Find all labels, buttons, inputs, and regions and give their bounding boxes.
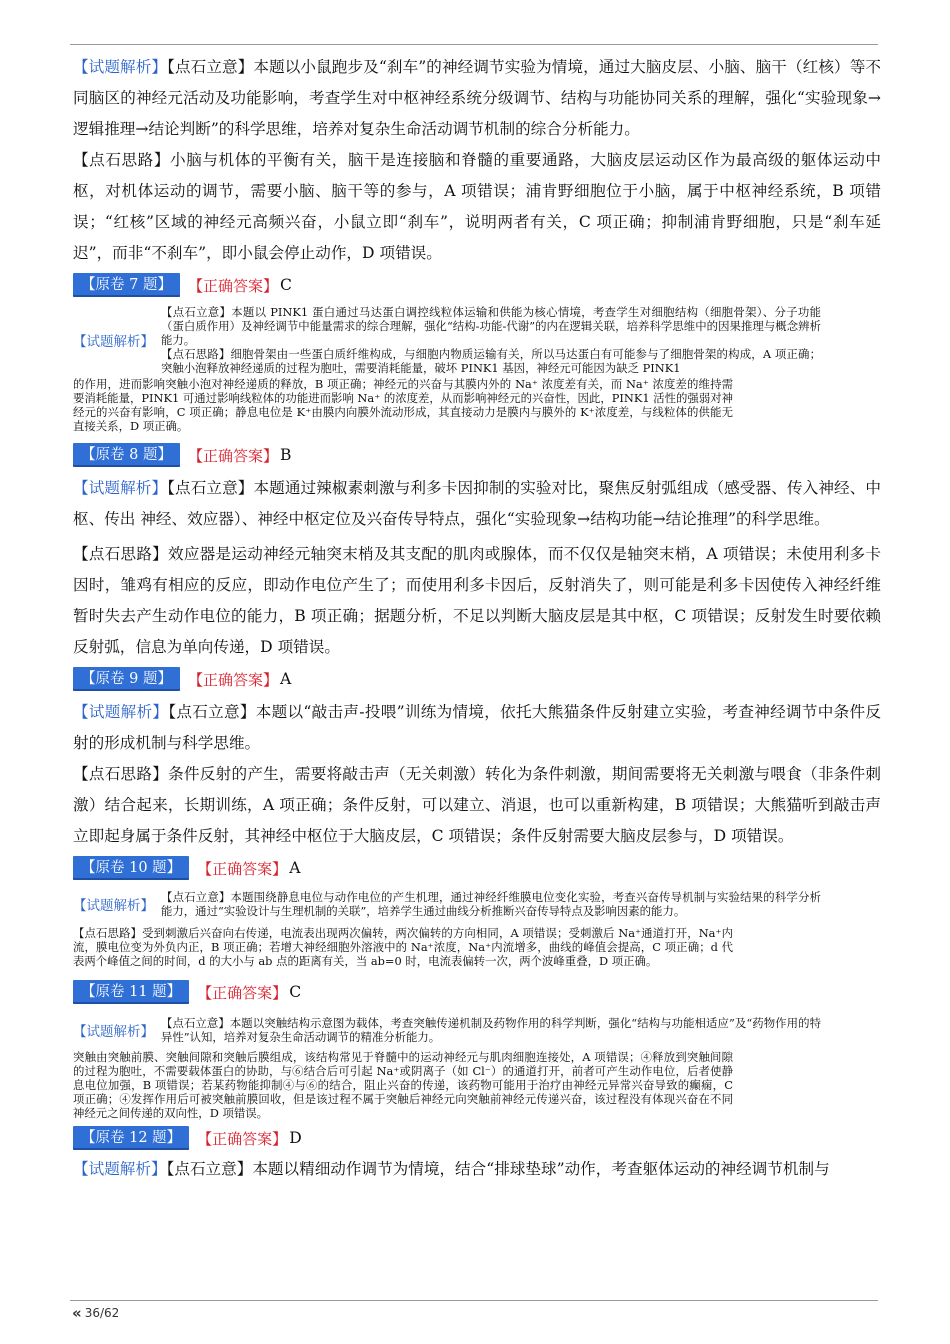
answer-tag: 【正确答案】 <box>187 446 278 465</box>
page-footer <box>72 1304 119 1322</box>
answer-tag: 【正确答案】 <box>197 859 288 878</box>
q8-standpoint: 【试题解析】【点石立意】本题通过辣椒素刺激与利多卡因抑制的实验对比，聚焦反射弧组成（感受器、传入神经、中枢、传出 神经、效应器）、神经中枢定位及兴奋传导特点，强化“实验现象→结构功能→结论推理”的科学思维。 <box>73 479 881 528</box>
analysis-tag: 【试题解析】 <box>73 58 168 76</box>
q7-analysis-body: 【点石立意】本题以 PINK1 蛋白通过马达蛋白调控线粒体运输和供能为核心情境，考查学生对细胞结构（细胞骨架）、分子功能（蛋白质作用）及神经调节中能量需求的综合理解，强化“结构-功能-代谢”的内在逻辑关联，培养科学思维中的因果推理与概念辨析能力。 【点石思路】细胞骨架由一些蛋白质纤维构成，与细胞内物质运输有关，所以马达蛋白有可能参与了细胞骨架的构成，A 项正确；突触小泡释放神经递质的过程为胞吐，需要消耗能量，破坏 PINK1 基因，神经元可能因为缺乏 PINK1 <box>161 305 821 375</box>
q8-label: 【原卷 8 题】 <box>73 443 180 467</box>
q11-label: 【原卷 11 题】 <box>73 980 189 1004</box>
analysis-tag: 【试题解析】 <box>73 703 169 721</box>
analysis-tag: 【试题解析】 <box>73 1024 154 1040</box>
q12-answer-row <box>73 1124 881 1152</box>
q12-standpoint: 【试题解析】【点石立意】本题以精细动作调节为情境，结合“排球垫球”动作，考查躯体运动的神经调节机制与 <box>73 1160 830 1178</box>
q10-approach: 【点石思路】受到刺激后兴奋向右传递，电流表出现两次偏转，两次偏转的方向相同，A 项错误；受刺激后 Na⁺通道打开，Na⁺内流，膜电位变为外负内正，B 项正确；若增大神经细胞外溶液中的 Na⁺浓度，Na⁺内流增多，曲线的峰值会提高，C 项正确；d 代表两个峰值之间的时间，d 的大小与 ab 点的距离有关，当 ab=0 时，电流表偏转一次，两个波峰重叠，D 项正确。 <box>73 926 733 968</box>
analysis-tag: 【试题解析】 <box>73 898 154 914</box>
analysis-tag: 【试题解析】 <box>73 1160 167 1178</box>
q11-answer: C <box>289 983 302 1001</box>
q10-analysis: 【试题解析】 【点石立意】本题围绕静息电位与动作电位的产生机理，通过神经纤维膜电位变化实验，考查兴奋传导机制与实验结果的科学分析能力，通过“实验设计与生理机制的关联”，培养学生通过曲线分析推断兴奋传导特点及影响因素的能力。 <box>73 890 821 918</box>
q9-answer-row <box>73 665 881 693</box>
q9-approach: 【点石思路】条件反射的产生，需要将敲击声（无关刺激）转化为条件刺激，期间需要将无关刺激与喂食（非条件刺激）结合起来，长期训练，A 项正确；条件反射，可以建立、消退，也可以重新构建，B 项错误；大熊猫听到敲击声立即起身属于条件反射，其神经中枢位于大脑皮层，C 项错误；条件反射需要大脑皮层参与，D 项错误。 <box>73 765 881 845</box>
q11-answer-row <box>73 978 881 1006</box>
q7-answer: C <box>279 276 292 294</box>
q8-approach: 【点石思路】效应器是运动神经元轴突末梢及其支配的肌肉或腺体，而不仅仅是轴突末梢，A 项错误；未使用利多卡因时，雏鸡有相应的反应，即动作电位产生了；而使用利多卡因后，反射消失了，则可能是利多卡因使传入神经纤维暂时失去产生动作电位的能力，B 项正确；据题分析，不足以判断大脑皮层是其中枢，C 项错误；反射发生时要依赖反射弧，信息为单向传递，D 项错误。 <box>73 545 881 656</box>
analysis-tag: 【试题解析】 <box>73 479 168 497</box>
q7-analysis <box>73 305 881 375</box>
q11-approach: 突触由突触前膜、突触间隙和突触后膜组成，该结构常见于脊髓中的运动神经元与肌肉细胞连接处，A 项错误；④释放到突触间隙的过程为胞吐，不需要载体蛋白的协助，与⑥结合后可引起 Na⁺或阴离子（如 Cl⁻）的通道打开，前者可产生动作电位，后者使静息电位加强，B 项错误；若某药物能抑制④与⑥的结合，阻止兴奋的传递，该药物可能用于治疗由神经元异常兴奋导致的癫痫，C 项正确；④发挥作用后可被突触前膜回收，但是该过程不属于突触后神经元向突触前神经元传递兴奋，该过程没有体现兴奋在不同神经元之间传递的双向性，D 项错误。 <box>73 1050 733 1120</box>
page-number: 36/62 <box>84 1306 120 1320</box>
page-content <box>73 52 881 1185</box>
q8-answer-row <box>73 441 881 469</box>
q6-approach: 【点石思路】小脑与机体的平衡有关，脑干是连接脑和脊髓的重要通路，大脑皮层运动区作为最高级的躯体运动中枢，对机体运动的调节，需要小脑、脑干等的参与，A 项错误；浦肯野细胞位于小脑，属于中枢神经系统，B 项错误；“红核”区域的神经元高频兴奋，小鼠立即“刹车”，说明两者有关，C 项正确；抑制浦肯野细胞，只是“刹车延迟”，而非“不刹车”，即小鼠会停止动作，D 项错误。 <box>73 151 881 262</box>
answer-tag: 【正确答案】 <box>187 670 278 689</box>
q10-label: 【原卷 10 题】 <box>73 856 189 880</box>
q12-answer: D <box>289 1129 302 1147</box>
answer-tag: 【正确答案】 <box>187 276 278 295</box>
q8-answer: B <box>279 446 292 464</box>
q12-label: 【原卷 12 题】 <box>73 1126 189 1150</box>
footer-rule <box>70 1300 878 1301</box>
q10-answer-row <box>73 854 881 882</box>
q6-standpoint: 【试题解析】【点石立意】本题以小鼠跑步及“刹车”的神经调节实验为情境，通过大脑皮层、小脑、脑干（红核）等不同脑区的神经元活动及功能影响，考查学生对中枢神经系统分级调节、结构与功能协同关系的理解，强化“实验现象→逻辑推理→结论判断”的科学思维，培养对复杂生命活动调节机制的综合分析能力。 <box>73 58 881 138</box>
q9-label: 【原卷 9 题】 <box>73 667 180 691</box>
q7-answer-row <box>73 271 881 299</box>
answer-tag: 【正确答案】 <box>197 1129 288 1148</box>
q9-answer: A <box>279 670 292 688</box>
q10-answer: A <box>289 859 301 877</box>
answer-tag: 【正确答案】 <box>197 983 288 1002</box>
q9-standpoint: 【试题解析】【点石立意】本题以“敲击声-投喂”训练为情境，依托大熊猫条件反射建立实验，考查神经调节中条件反射的形成机制与科学思维。 <box>73 703 881 752</box>
q7-analysis-cont: 的作用，进而影响突触小泡对神经递质的释放，B 项正确；神经元的兴奋与其膜内外的 Na⁺ 浓度差有关，而 Na⁺ 浓度差的维持需要消耗能量，PINK1 可通过影响线粒体的功能进而影响 Na⁺ 的浓度差，从而影响神经元的兴奋性，因此，PINK1 活性的强弱对神经元的兴奋有影响，C 项正确；静息电位是 K⁺由膜内向膜外流动形成，其直接动力是膜内与膜外的 K⁺浓度差，与线粒体的供能无直接关系，D 项正确。 <box>73 377 733 433</box>
q7-label: 【原卷 7 题】 <box>73 273 180 297</box>
header-rule <box>70 44 878 45</box>
chevron-left-icon: « <box>72 1304 79 1322</box>
q11-analysis: 【试题解析】 【点石立意】本题以突触结构示意图为载体，考查突触传递机制及药物作用的科学判断，强化“结构与功能相适应”及“药物作用的特异性”认知，培养对复杂生命活动调节的精准分析能力。 <box>73 1016 821 1044</box>
analysis-tag: 【试题解析】 <box>73 334 154 350</box>
